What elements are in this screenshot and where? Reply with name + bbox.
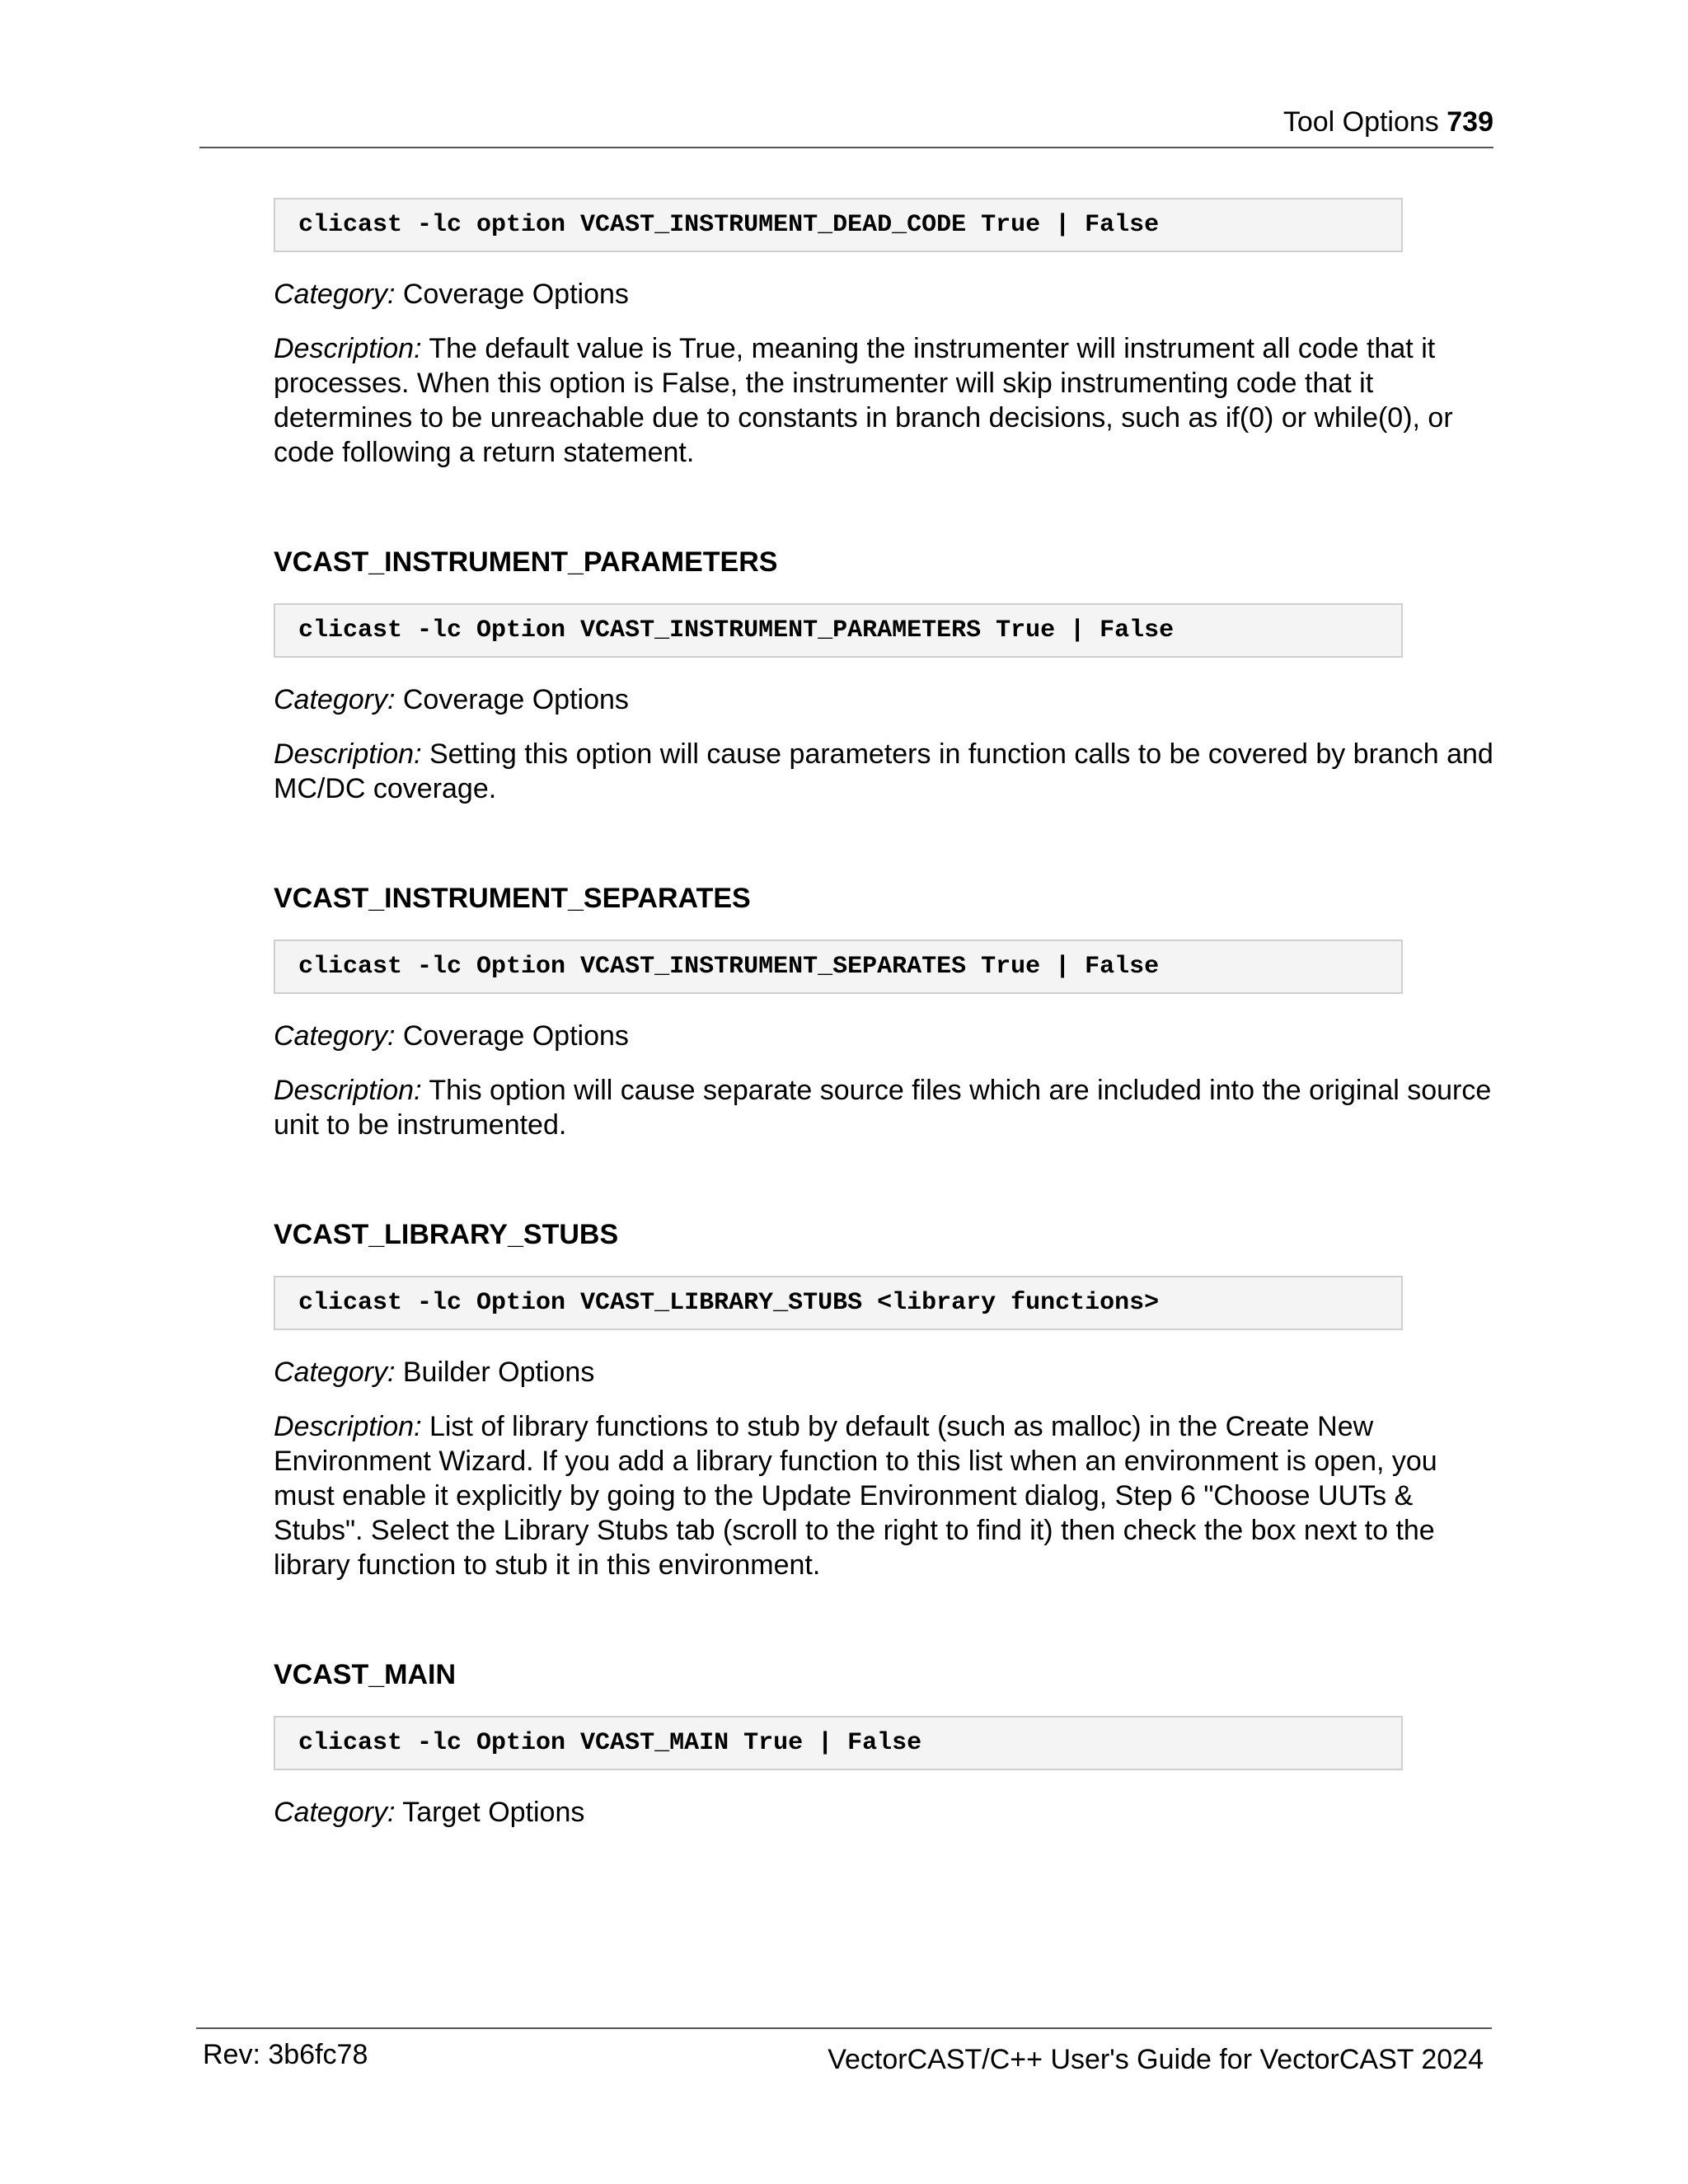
category-value: Coverage Options (402, 684, 629, 715)
section-heading: VCAST_INSTRUMENT_SEPARATES (274, 883, 751, 914)
section-heading: VCAST_INSTRUMENT_PARAMETERS (274, 546, 778, 578)
option-main (274, 1657, 1493, 1830)
description-label: Description: (274, 738, 422, 770)
description-label: Description: (274, 1411, 422, 1442)
option-dead-code (274, 198, 1493, 470)
description-line (274, 1073, 1493, 1142)
section-heading: VCAST_LIBRARY_STUBS (274, 1219, 619, 1250)
footer-divider (196, 2027, 1492, 2029)
category-value: Target Options (402, 1797, 585, 1828)
category-value: Coverage Options (402, 279, 629, 310)
category-line (274, 277, 1493, 312)
page-header (199, 104, 1493, 148)
command-box: clicast -lc Option VCAST_INSTRUMENT_SEPARATES True | False (274, 940, 1403, 994)
command-box-dead-code: clicast -lc option VCAST_INSTRUMENT_DEAD_CODE True | False (274, 198, 1403, 252)
category-label: Category: (274, 1357, 396, 1388)
category-label: Category: (274, 279, 396, 310)
command-box: clicast -lc Option VCAST_MAIN True | False (274, 1716, 1403, 1770)
category-value: Coverage Options (402, 1020, 629, 1052)
description-text: Setting this option will cause parameters in function calls to be covered by branch and MC/DC coverage. (274, 738, 1493, 804)
option-instrument-parameters (274, 544, 1493, 806)
description-line (274, 331, 1493, 470)
command-box: clicast -lc Option VCAST_LIBRARY_STUBS <library functions> (274, 1276, 1403, 1330)
description-text: This option will cause separate source files which are included into the original source unit to be instrumented. (274, 1075, 1492, 1141)
category-label: Category: (274, 1797, 396, 1828)
description-text: List of library functions to stub by default (such as malloc) in the Create New Environment Wizard. If you add a library function to this list when an environment is open, you must enable it explicitly by going to the Update Environment dialog, Step 6 "Choose UUTs & Stubs". Select the Library Stubs tab (scroll to the right to find it) then check the box next to the library function to stub it in this environment. (274, 1411, 1437, 1581)
command-box: clicast -lc Option VCAST_INSTRUMENT_PARAMETERS True | False (274, 603, 1403, 658)
category-label: Category: (274, 684, 396, 715)
footer-guide-title: VectorCAST/C++ User's Guide for VectorCAST 2024 (828, 2044, 1484, 2075)
header-section-title: Tool Options (1282, 106, 1439, 138)
header-page-number: 739 (1447, 106, 1493, 138)
description-line (274, 737, 1493, 806)
category-line (274, 1355, 1493, 1390)
category-line (274, 1795, 1493, 1830)
description-label: Description: (274, 333, 422, 364)
description-label: Description: (274, 1075, 422, 1106)
option-library-stubs (274, 1216, 1493, 1582)
description-text: The default value is True, meaning the instrumenter will instrument all code that it processes. When this option is False, the instrumenter will skip instrumenting code that it determines to be unreachable due to constants in branch decisions, such as if(0) or while(0), or code following a return statement. (274, 333, 1453, 468)
category-label: Category: (274, 1020, 396, 1052)
description-line (274, 1409, 1493, 1582)
page-content (274, 198, 1493, 1830)
footer-revision: Rev: 3b6fc78 (203, 2039, 368, 2070)
section-heading: VCAST_MAIN (274, 1659, 457, 1690)
category-line (274, 682, 1493, 717)
category-line (274, 1019, 1493, 1053)
option-instrument-separates (274, 880, 1493, 1142)
category-value: Builder Options (402, 1357, 595, 1388)
